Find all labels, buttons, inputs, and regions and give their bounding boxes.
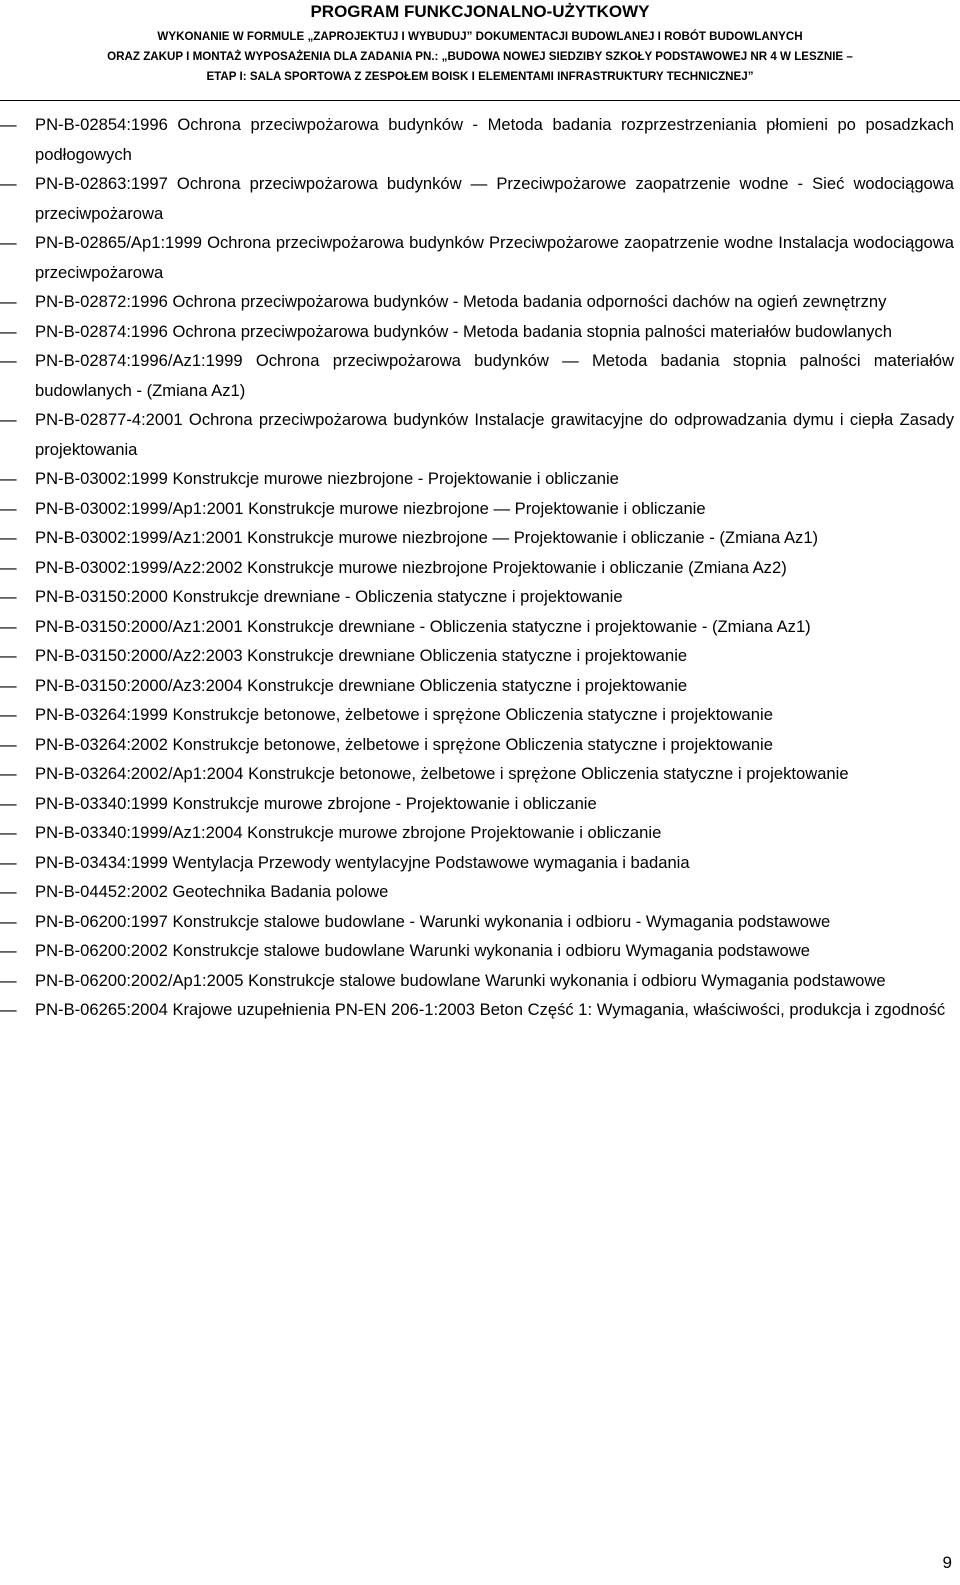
dash-bullet-icon: — <box>0 734 17 754</box>
standard-list-item <box>0 553 960 583</box>
standards-list <box>0 110 960 1025</box>
page-header <box>0 0 960 87</box>
standard-text: PN-B-06200:2002/Ap1:2005 Konstrukcje stalowe budowlane Warunki wykonania i odbioru Wymagania podstawowe <box>35 970 886 990</box>
standard-list-item <box>0 700 960 730</box>
standard-list-item <box>0 464 960 494</box>
standard-list-item <box>0 346 960 405</box>
dash-bullet-icon: — <box>0 469 17 488</box>
standard-text: PN-B-06265:2004 Krajowe uzupełnienia PN-EN 206-1:2003 Beton Część 1: Wymagania, właściwości, produkcja i zgodność <box>35 1000 946 1019</box>
standard-list-item <box>0 877 960 907</box>
standard-text: PN-B-03264:2002 Konstrukcje betonowe, żelbetowe i sprężone Obliczenia statyczne i projektowanie <box>35 734 773 754</box>
standard-list-item <box>0 612 960 642</box>
standard-list-item <box>0 110 960 169</box>
standard-list-item <box>0 523 960 553</box>
dash-bullet-icon: — <box>0 528 17 547</box>
dash-bullet-icon: — <box>0 174 17 193</box>
standard-text: PN-B-03264:1999 Konstrukcje betonowe, żelbetowe i sprężone Obliczenia statyczne i projektowanie <box>35 705 773 724</box>
standard-text: PN-B-02874:1996/Az1:1999 Ochrona przeciwpożarowa budynków — Metoda badania stopnia palności materiałów budowlanych - (Zmiana Az1) <box>35 351 954 400</box>
dash-bullet-icon: — <box>0 764 17 783</box>
document-title: PROGRAM FUNKCJONALNO-UŻYTKOWY <box>310 2 650 21</box>
dash-bullet-icon: — <box>0 498 17 518</box>
standard-text: PN-B-06200:2002 Konstrukcje stalowe budowlane Warunki wykonania i odbioru Wymagania podstawowe <box>35 941 810 960</box>
standard-text: PN-B-03340:1999/Az1:2004 Konstrukcje murowe zbrojone Projektowanie i obliczanie <box>35 823 662 842</box>
header-divider <box>0 100 960 101</box>
header-subtitle-line-1: WYKONANIE W FORMULE „ZAPROJEKTUJ I WYBUDUJ” DOKUMENTACJI BUDOWLANEJ I ROBÓT BUDOWLANYCH <box>157 30 803 43</box>
standard-list-item <box>0 936 960 966</box>
standard-list-item <box>0 641 960 671</box>
standard-text: PN-B-02865/Ap1:1999 Ochrona przeciwpożarowa budynków Przeciwpożarowe zaopatrzenie wodne Instalacja wodociągowa przeciwpożarowa <box>35 233 954 282</box>
standard-text: PN-B-03002:1999 Konstrukcje murowe niezbrojone - Projektowanie i obliczanie <box>35 469 619 488</box>
standard-list-item <box>0 228 960 287</box>
dash-bullet-icon: — <box>0 646 17 665</box>
standard-text: PN-B-02863:1997 Ochrona przeciwpożarowa budynków — Przeciwpożarowe zaopatrzenie wodne - Sieć wodociągowa przeciwpożarowa <box>35 174 954 223</box>
standard-text: PN-B-03002:1999/Ap1:2001 Konstrukcje murowe niezbrojone — Projektowanie i obliczanie <box>35 498 706 518</box>
dash-bullet-icon: — <box>0 852 17 872</box>
dash-bullet-icon: — <box>0 292 17 311</box>
standard-text: PN-B-03340:1999 Konstrukcje murowe zbrojone - Projektowanie i obliczanie <box>35 793 597 813</box>
dash-bullet-icon: — <box>0 115 17 134</box>
standard-list-item <box>0 405 960 464</box>
dash-bullet-icon: — <box>0 941 17 960</box>
page-number: 9 <box>942 1553 952 1572</box>
standard-list-item <box>0 848 960 878</box>
dash-bullet-icon: — <box>0 911 17 931</box>
dash-bullet-icon: — <box>0 823 17 842</box>
dash-bullet-icon: — <box>0 233 17 252</box>
standard-list-item <box>0 759 960 789</box>
standard-text: PN-B-03150:2000/Az2:2003 Konstrukcje drewniane Obliczenia statyczne i projektowanie <box>35 646 688 665</box>
standard-list-item <box>0 789 960 819</box>
standard-text: PN-B-03434:1999 Wentylacja Przewody wentylacyjne Podstawowe wymagania i badania <box>35 852 690 872</box>
standard-text: PN-B-03002:1999/Az1:2001 Konstrukcje murowe niezbrojone — Projektowanie i obliczanie - (Zmiana Az1) <box>35 528 819 547</box>
standard-list-item <box>0 907 960 937</box>
header-subtitle-line-2: ORAZ ZAKUP I MONTAŻ WYPOSAŻENIA DLA ZADANIA PN.: „BUDOWA NOWEJ SIEDZIBY SZKOŁY PODSTAWOWEJ NR 4 W LESZNIE – <box>107 50 853 63</box>
standard-list-item <box>0 818 960 848</box>
dash-bullet-icon: — <box>0 557 17 577</box>
standard-list-item <box>0 671 960 701</box>
dash-bullet-icon: — <box>0 587 17 606</box>
standard-list-item <box>0 995 960 1025</box>
dash-bullet-icon: — <box>0 675 17 695</box>
standard-list-item <box>0 317 960 347</box>
standard-list-item <box>0 169 960 228</box>
standard-text: PN-B-03002:1999/Az2:2002 Konstrukcje murowe niezbrojone Projektowanie i obliczanie (Zmiana Az2) <box>35 557 787 577</box>
standard-list-item <box>0 287 960 317</box>
standard-list-item <box>0 730 960 760</box>
dash-bullet-icon: — <box>0 705 17 724</box>
standard-list-item <box>0 582 960 612</box>
dash-bullet-icon: — <box>0 410 17 429</box>
dash-bullet-icon: — <box>0 1000 17 1019</box>
dash-bullet-icon: — <box>0 616 17 636</box>
dash-bullet-icon: — <box>0 882 17 901</box>
standard-text: PN-B-04452:2002 Geotechnika Badania polowe <box>35 882 389 901</box>
standard-text: PN-B-02872:1996 Ochrona przeciwpożarowa budynków - Metoda badania odporności dachów na ogień zewnętrzny <box>35 292 887 311</box>
standard-text: PN-B-06200:1997 Konstrukcje stalowe budowlane - Warunki wykonania i odbioru - Wymagania podstawowe <box>35 911 831 931</box>
dash-bullet-icon: — <box>0 321 17 341</box>
standard-text: PN-B-02854:1996 Ochrona przeciwpożarowa budynków - Metoda badania rozprzestrzeniania płomieni po posadzkach podłogowych <box>35 115 954 164</box>
standard-text: PN-B-02877-4:2001 Ochrona przeciwpożarowa budynków Instalacje grawitacyjne do odprowadzania dymu i ciepła Zasady projektowania <box>35 410 954 459</box>
standard-text: PN-B-03150:2000/Az1:2001 Konstrukcje drewniane - Obliczenia statyczne i projektowanie - (Zmiana Az1) <box>35 616 811 636</box>
standard-text: PN-B-02874:1996 Ochrona przeciwpożarowa budynków - Metoda badania stopnia palności materiałów budowlanych <box>35 321 892 341</box>
standard-list-item <box>0 966 960 996</box>
standard-text: PN-B-03150:2000 Konstrukcje drewniane - Obliczenia statyczne i projektowanie <box>35 587 623 606</box>
dash-bullet-icon: — <box>0 793 17 813</box>
standard-text: PN-B-03264:2002/Ap1:2004 Konstrukcje betonowe, żelbetowe i sprężone Obliczenia statyczne i projektowanie <box>35 764 849 783</box>
dash-bullet-icon: — <box>0 351 17 370</box>
standard-list-item <box>0 494 960 524</box>
dash-bullet-icon: — <box>0 970 17 990</box>
standard-text: PN-B-03150:2000/Az3:2004 Konstrukcje drewniane Obliczenia statyczne i projektowanie <box>35 675 688 695</box>
header-subtitle-line-3: ETAP I: SALA SPORTOWA Z ZESPOŁEM BOISK I ELEMENTAMI INFRASTRUKTURY TECHNICZNEJ” <box>206 70 754 83</box>
